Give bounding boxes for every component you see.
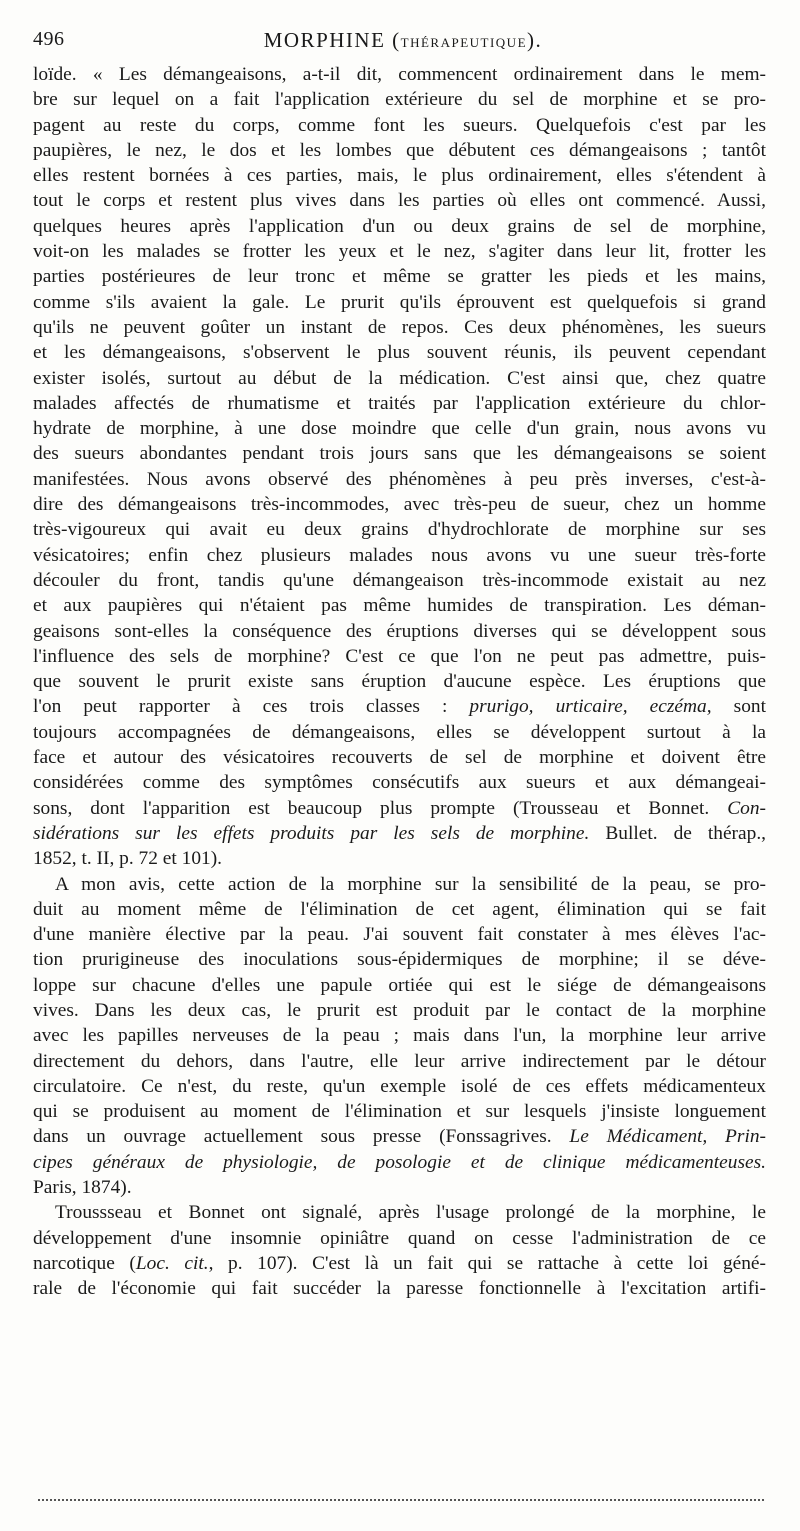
text-segment: face et autour des vésicatoires recouverts de sel de morphine et doivent être xyxy=(33,747,766,769)
text-line xyxy=(33,163,766,188)
text-line xyxy=(33,973,766,998)
text-line xyxy=(33,264,766,289)
text-segment: voit-on les malades se frotter les yeux et le nez, s'agiter dans leur lit, frotter les xyxy=(33,241,766,263)
text-line xyxy=(33,290,766,315)
text-line xyxy=(33,846,766,871)
text-segment: comme s'ils avaient la gale. Le prurit qu'ils éprouvent est quelquefois si grand xyxy=(33,291,766,313)
italic-text-segment: cipes généraux de physiologie, de posologie et de clinique médicamenteuses. xyxy=(33,1151,766,1173)
text-segment: tion prurigineuse des inoculations sous-épidermiques de morphine; il se déve- xyxy=(33,949,766,971)
text-line xyxy=(33,1124,766,1149)
text-segment: qu'ils ne peuvent goûter un instant de repos. Ces deux phénomènes, les sueurs xyxy=(33,316,766,338)
text-line xyxy=(33,543,766,568)
text-line xyxy=(33,644,766,669)
text-line xyxy=(33,872,766,897)
text-segment: duit au moment même de l'élimination de cet agent, élimination qui se fait xyxy=(33,898,766,920)
text-line xyxy=(33,1276,766,1301)
text-segment: sons, dont l'apparition est beaucoup plus prompte (Trousseau et Bonnet. xyxy=(33,797,728,819)
text-line xyxy=(33,366,766,391)
text-segment: Bullet. de thérap., xyxy=(589,822,767,844)
text-segment: , p. 107). C'est là un fait qui se rattache à cette loi géné- xyxy=(208,1252,766,1274)
text-line xyxy=(33,998,766,1023)
text-line xyxy=(33,593,766,618)
text-line xyxy=(33,340,766,365)
text-segment: rale de l'économie qui fait succéder la paresse fonctionnelle à l'excitation artifi- xyxy=(33,1278,766,1300)
text-segment: geaisons sont-elles la conséquence des éruptions diverses qui se développent sous xyxy=(33,620,766,642)
page-body-text xyxy=(33,62,766,1302)
text-line xyxy=(33,619,766,644)
text-line xyxy=(33,922,766,947)
text-segment: malades affectés de rhumatisme et traités par l'application extérieure du chlor- xyxy=(33,392,766,414)
text-segment: exister isolés, surtout au début de la médication. C'est ainsi que, chez quatre xyxy=(33,367,766,389)
text-segment: sont xyxy=(711,696,766,718)
text-line xyxy=(33,568,766,593)
text-line xyxy=(33,517,766,542)
text-segment: très-vigoureux qui avait eu deux grains d'hydrochlorate de morphine sur ses xyxy=(33,519,766,541)
running-header xyxy=(33,28,773,62)
text-line xyxy=(33,214,766,239)
text-segment: des sueurs abondantes pendant trois jours sans que les démangeaisons se soient xyxy=(33,443,766,465)
italic-text-segment: Con- xyxy=(727,797,766,819)
text-segment: parties postérieures de leur tronc et même se gratter les pieds et les mains, xyxy=(33,266,766,288)
text-segment: développement d'une insomnie opiniâtre quand on cesse l'administration de ce xyxy=(33,1227,766,1249)
italic-text-segment: Le Médicament, Prin- xyxy=(569,1126,766,1148)
text-segment: manifestées. Nous avons observé des phénomènes à peu près inverses, c'est-à- xyxy=(33,468,766,490)
text-segment: loppe sur chacune d'elles une papule ortiée qui est le siége de démangeaisons xyxy=(33,974,766,996)
text-segment: bre sur lequel on a fait l'application extérieure du sel de morphine et se pro- xyxy=(33,89,766,111)
text-segment: vésicatoires; enfin chez plusieurs malades nous avons vu une sueur très-forte xyxy=(33,544,766,566)
text-line xyxy=(33,239,766,264)
text-segment: Troussseau et Bonnet ont signalé, après l'usage prolongé de la morphine, le xyxy=(55,1202,766,1224)
text-segment: pagent au reste du corps, comme font les sueurs. Quelquefois c'est par les xyxy=(33,114,766,136)
text-segment: dans un ouvrage actuellement sous presse (Fonssagrives. xyxy=(33,1126,570,1148)
text-line xyxy=(33,1150,766,1175)
text-line xyxy=(33,1074,766,1099)
text-segment: narcotique ( xyxy=(33,1252,136,1274)
text-line xyxy=(33,770,766,795)
text-line xyxy=(33,138,766,163)
text-line xyxy=(33,315,766,340)
running-title-subtitle: THÉRAPEUTIQUE xyxy=(400,35,528,50)
text-segment: loïde. « Les démangeaisons, a-t-il dit, commencent ordinairement dans le mem- xyxy=(33,64,766,85)
text-segment: qui se produisent au moment de l'élimination et sur lesquels j'insiste longuement xyxy=(33,1101,766,1123)
text-line xyxy=(33,467,766,492)
text-segment: vives. Dans les deux cas, le prurit est produit par le contact de la morphine xyxy=(33,999,766,1021)
text-line xyxy=(33,669,766,694)
text-line xyxy=(33,1200,766,1225)
text-segment: directement du dehors, dans l'autre, elle leur arrive indirectement par le détour xyxy=(33,1050,766,1072)
italic-text-segment: Loc. cit. xyxy=(135,1252,209,1274)
text-line xyxy=(33,1251,766,1276)
text-line xyxy=(33,694,766,719)
text-segment: l'on peut rapporter à ces trois classes : xyxy=(33,696,470,718)
text-line xyxy=(33,947,766,972)
text-line xyxy=(33,796,766,821)
text-segment: et les démangeaisons, s'observent le plus souvent réunis, ils peuvent cependant xyxy=(33,342,766,364)
text-segment: elles restent bornées à ces parties, mais, le plus ordinairement, elles s'étendent à xyxy=(33,165,766,187)
text-line xyxy=(33,416,766,441)
text-segment: 1852, t. II, p. 72 et 101). xyxy=(33,848,223,870)
text-segment: quelques heures après l'application d'un ou deux grains de sel de morphine, xyxy=(33,215,766,237)
text-line xyxy=(33,745,766,770)
text-segment: dire des démangeaisons très-incommodes, avec très-peu de sueur, chez un homme xyxy=(33,494,766,516)
text-segment: A mon avis, cette action de la morphine sur la sensibilité de la peau, se pro- xyxy=(55,873,766,895)
text-line xyxy=(33,492,766,517)
text-line xyxy=(33,821,766,846)
text-segment: découler du front, tandis qu'une démangeaison très-incommode existait au nez xyxy=(33,569,766,591)
running-title-main: MORPHINE ( xyxy=(263,28,401,52)
running-title xyxy=(33,28,773,53)
text-segment: circulatoire. Ce n'est, du reste, qu'un exemple isolé de ces effets médicamenteux xyxy=(33,1075,766,1097)
text-line xyxy=(33,1049,766,1074)
text-segment: avec les papilles nerveuses de la peau ; mais dans l'un, la morphine leur arrive xyxy=(33,1025,766,1047)
text-segment: que souvent le prurit existe sans éruption d'aucune espèce. Les éruptions que xyxy=(33,671,766,693)
text-segment: l'influence des sels de morphine? C'est ce que l'on ne peut pas admettre, puis- xyxy=(33,645,766,667)
text-line xyxy=(33,1023,766,1048)
text-line xyxy=(33,1226,766,1251)
text-segment: et aux paupières qui n'étaient pas même humides de transpiration. Les déman- xyxy=(33,595,766,617)
text-line xyxy=(33,62,766,87)
text-line xyxy=(33,897,766,922)
text-segment: considérées comme des symptômes consécutifs aux sueurs et aux démangeai- xyxy=(33,772,766,794)
text-segment: d'une manière élective par la peau. J'ai souvent fait constater à mes élèves l'ac- xyxy=(33,924,766,946)
text-line xyxy=(33,87,766,112)
text-line xyxy=(33,188,766,213)
text-line xyxy=(33,441,766,466)
text-line xyxy=(33,1099,766,1124)
text-line xyxy=(33,1175,766,1200)
text-line xyxy=(33,113,766,138)
text-segment: Paris, 1874). xyxy=(33,1177,132,1199)
running-title-close: ). xyxy=(527,28,543,52)
italic-text-segment: prurigo, urticaire, eczéma, xyxy=(469,696,712,718)
text-segment: toujours accompagnées de démangeaisons, elles se développent surtout à la xyxy=(33,721,766,743)
text-segment: hydrate de morphine, à une dose moindre que celle d'un grain, nous avons vu xyxy=(33,418,766,440)
text-line xyxy=(33,391,766,416)
text-segment: paupières, le nez, le dos et les lombes que débutent ces démangeaisons ; tantôt xyxy=(33,139,766,161)
text-line xyxy=(33,720,766,745)
footer-dotted-rule xyxy=(38,1499,764,1501)
text-segment: tout le corps et restent plus vives dans les parties où elles ont commencé. Aussi, xyxy=(33,190,766,212)
italic-text-segment: sidérations sur les effets produits par les sels de morphine. xyxy=(33,822,590,844)
page-number: 496 xyxy=(33,28,65,50)
